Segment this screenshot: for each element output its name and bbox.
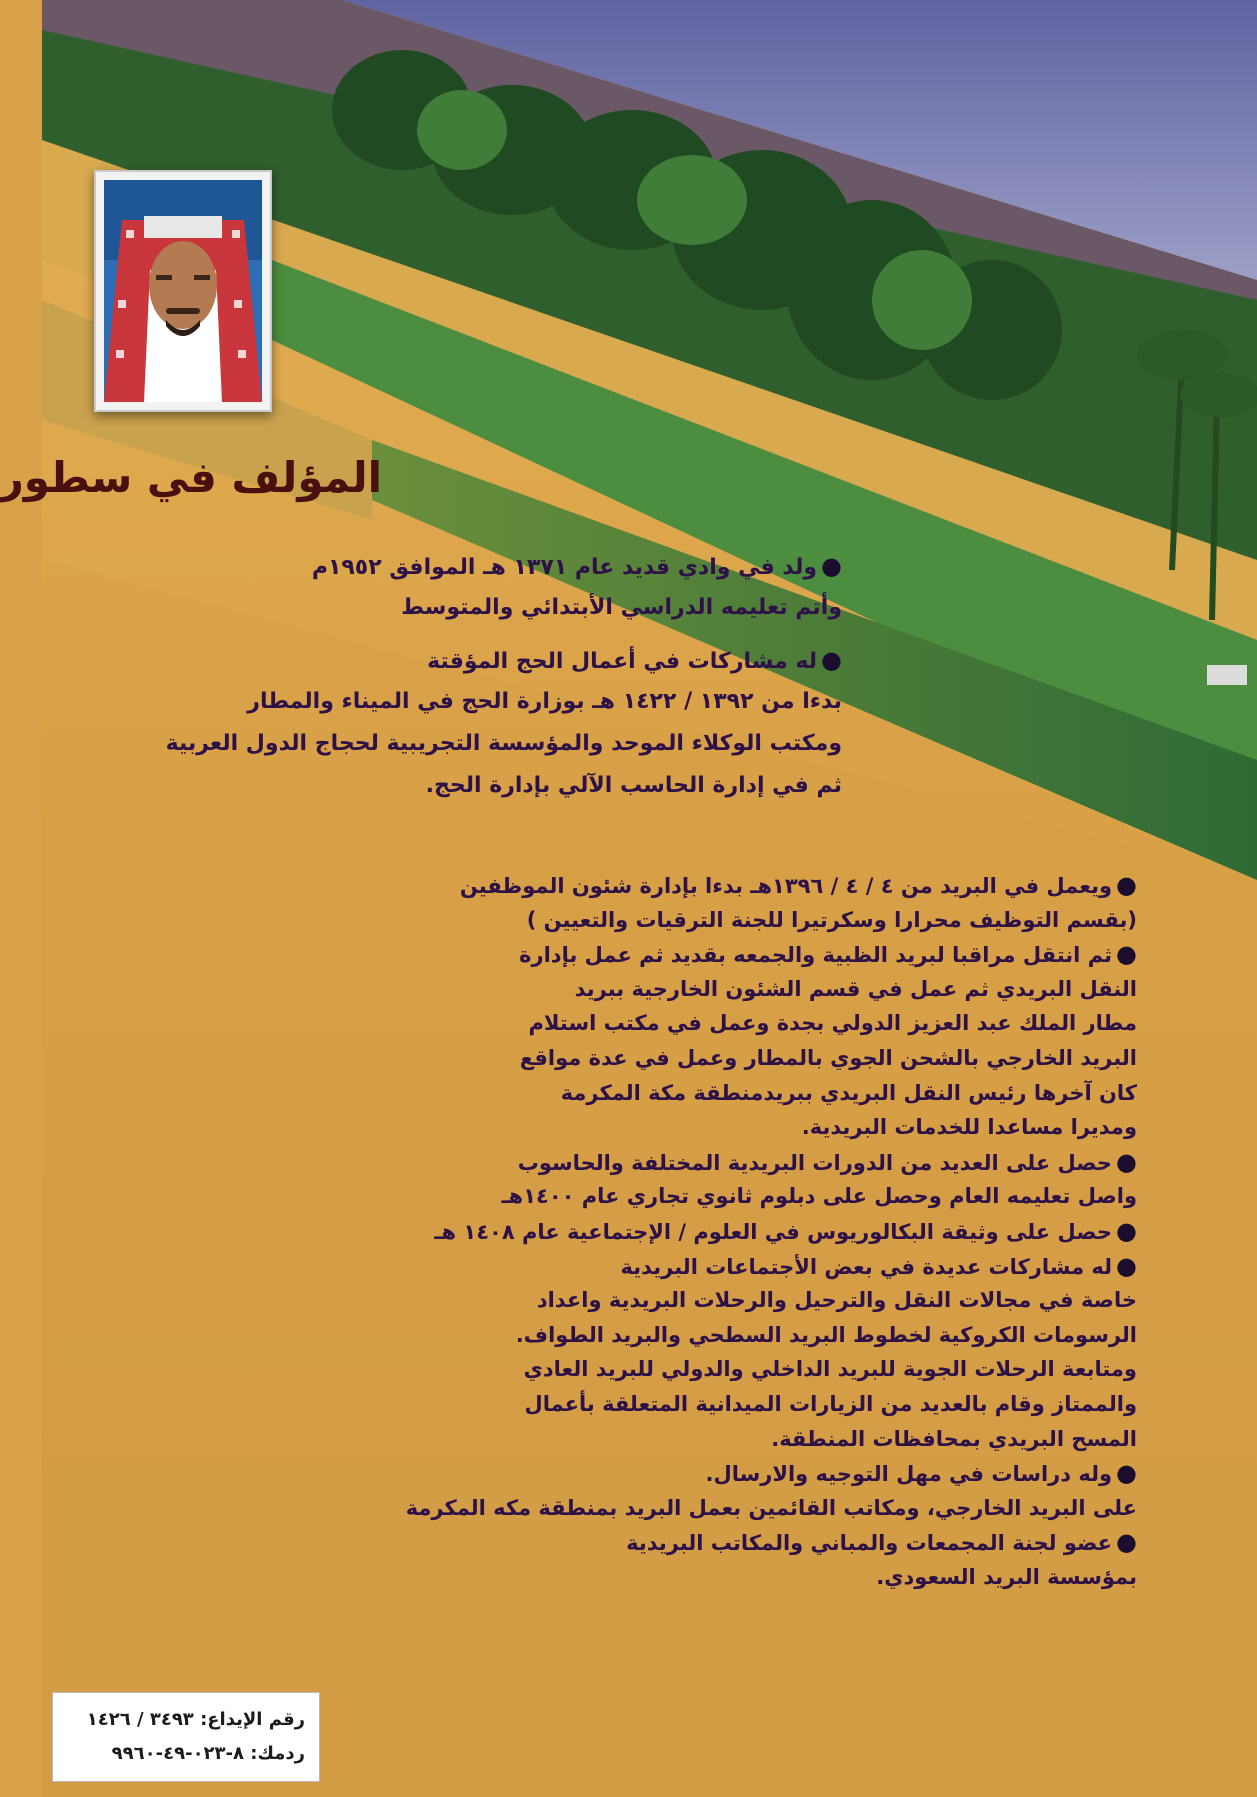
intro-line	[52, 765, 842, 807]
intro-text: ثم في إدارة الحاسب الآلي بإدارة الحج.	[425, 773, 842, 798]
intro-text: ولد في وادي قديد عام ١٣٧١ هـ الموافق ١٩٥٢م	[311, 555, 818, 580]
career-line	[342, 972, 1137, 1007]
career-line	[342, 1006, 1137, 1041]
career-text: بمؤسسة البريد السعودي.	[876, 1564, 1137, 1589]
career-text: واصل تعليمه العام وحصل على دبلوم ثانوي تجاري عام ١٤٠٠هـ	[501, 1184, 1137, 1209]
career-line	[342, 1318, 1137, 1353]
career-text: على البريد الخارجي، ومكاتب القائمين بعمل البريد بمنطقة مكه المكرمة	[405, 1495, 1137, 1520]
career-text: كان آخرها رئيس النقل البريدي ببريدمنطقة مكة المكرمة	[560, 1080, 1137, 1105]
career-line	[342, 868, 1137, 903]
intro-text: بدءا من ١٣٩٢ / ١٤٢٢ هـ بوزارة الحج في الميناء والمطار	[247, 689, 842, 714]
career-line	[342, 1456, 1137, 1491]
career-text: ثم انتقل مراقبا لبريد الظبية والجمعه بقديد ثم عمل بإدارة	[519, 943, 1113, 968]
isbn-number: ردمك: ٨-٠٢٣-٤٩-٩٩٦٠	[111, 1743, 305, 1764]
career-text: مطار الملك عبد العزيز الدولي بجدة وعمل في مكتب استلام	[528, 1011, 1137, 1036]
career-line	[342, 1560, 1137, 1595]
career-line	[342, 937, 1137, 972]
career-text: والممتاز وقام بالعديد من الزيارات الميدانية المتعلقة بأعمال	[524, 1391, 1137, 1416]
career-text: النقل البريدي ثم عمل في قسم الشئون الخارجية ببريد	[574, 976, 1137, 1001]
career-text: المسح البريدي بمحافظات المنطقة.	[771, 1426, 1137, 1451]
bullet-icon: ●	[1116, 1528, 1137, 1557]
career-text: ومتابعة الرحلات الجوية للبريد الداخلي والدولي للبريد العادي	[523, 1357, 1137, 1382]
bullet-icon: ●	[821, 646, 842, 674]
intro-text: وأتم تعليمه الدراسي الأبتدائي والمتوسط	[401, 595, 842, 620]
career-text: وله دراسات في مهل التوجيه والارسال.	[705, 1462, 1113, 1487]
bullet-icon: ●	[1116, 1251, 1137, 1280]
intro-line	[52, 639, 842, 681]
career-line	[342, 1491, 1137, 1526]
page-title: المؤلف في سطور	[0, 453, 382, 502]
career-text: حصل على وثيقة البكالوريوس في العلوم / الإجتماعية عام ١٤٠٨ هـ	[434, 1219, 1113, 1244]
deposit-number: رقم الإيداع: ٣٤٩٣ / ١٤٢٦	[86, 1709, 305, 1730]
career-text: البريد الخارجي بالشحن الجوي بالمطار وعمل في عدة مواقع	[519, 1045, 1137, 1070]
career-line	[342, 1387, 1137, 1422]
bullet-icon: ●	[1116, 1459, 1137, 1488]
career-line	[342, 1110, 1137, 1145]
career-text: له مشاركات عديدة في بعض الأجتماعات البريدية	[620, 1254, 1113, 1279]
career-line	[342, 1214, 1137, 1249]
career-line	[342, 1076, 1137, 1111]
intro-text: له مشاركات في أعمال الحج المؤقتة	[427, 649, 818, 674]
bullet-icon: ●	[821, 552, 842, 580]
intro-text: ومكتب الوكلاء الموحد والمؤسسة التجريبية لحجاج الدول العربية	[165, 731, 842, 756]
career-text: عضو لجنة المجمعات والمباني والمكاتب البريدية	[626, 1531, 1113, 1556]
bullet-icon: ●	[1116, 871, 1137, 899]
intro-line	[52, 545, 842, 587]
author-portrait	[94, 170, 272, 412]
intro-line	[52, 723, 842, 765]
career-text: ومديرا مساعدا للخدمات البريدية.	[801, 1115, 1137, 1140]
career-line	[342, 903, 1137, 938]
career-list	[342, 868, 1137, 1594]
career-line	[342, 1525, 1137, 1560]
bullet-icon: ●	[1116, 940, 1137, 969]
career-text: حصل على العديد من الدورات البريدية المختلفة والحاسوب	[517, 1150, 1113, 1175]
career-line	[342, 1249, 1137, 1284]
author-portrait-icon	[104, 180, 262, 402]
bullet-icon: ●	[1116, 1216, 1137, 1245]
career-line	[342, 1352, 1137, 1387]
career-line	[342, 1179, 1137, 1214]
legal-deposit-box	[52, 1692, 320, 1782]
spacer	[52, 629, 842, 639]
intro-line	[52, 587, 842, 629]
career-text: ويعمل في البريد من ٤ / ٤ / ١٣٩٦هـ بدءا بإدارة شئون الموظفين	[459, 874, 1113, 898]
career-text: الرسومات الكروكية لخطوط البريد السطحي والبريد الطواف.	[515, 1322, 1137, 1347]
career-line	[342, 1283, 1137, 1318]
career-line	[342, 1145, 1137, 1180]
career-text: خاصة في مجالات النقل والترحيل والرحلات البريدية واعداد	[536, 1288, 1137, 1313]
intro-line	[52, 681, 842, 723]
career-line	[342, 1041, 1137, 1076]
bullet-icon: ●	[1116, 1147, 1137, 1176]
career-line	[342, 1422, 1137, 1457]
intro-list	[52, 545, 842, 807]
career-text: (بقسم التوظيف محرارا وسكرتيرا للجنة الترقيات والتعيين )	[526, 907, 1137, 932]
